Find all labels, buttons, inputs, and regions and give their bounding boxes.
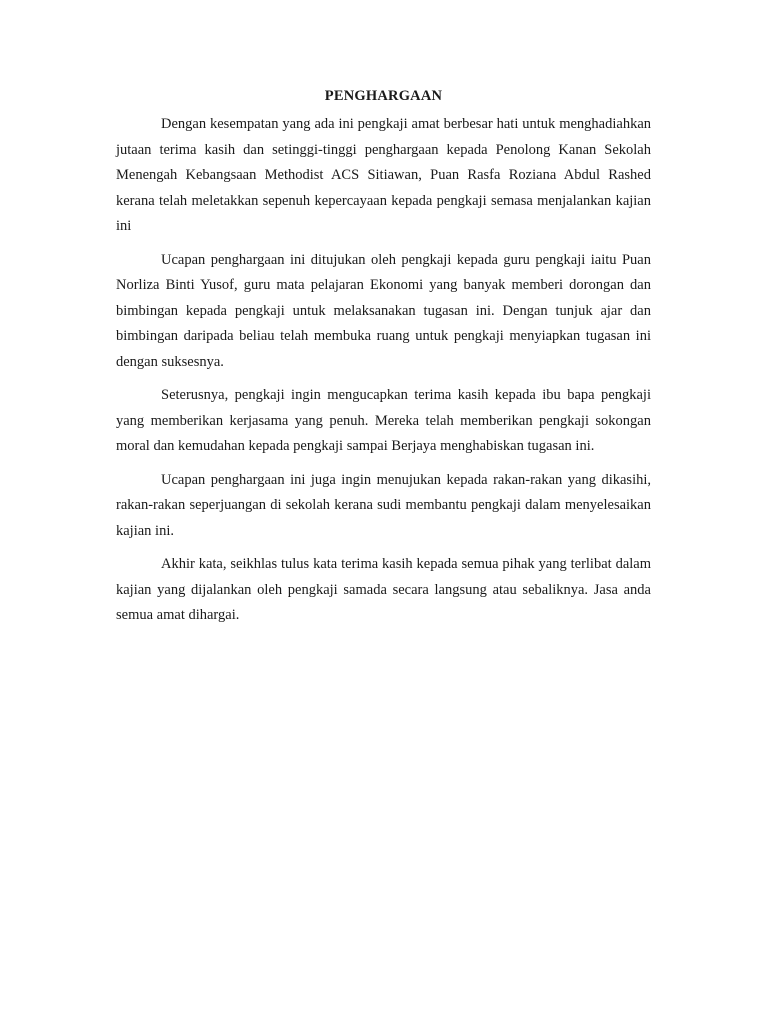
document-page: [116, 86, 651, 637]
paragraph-5: Akhir kata, seikhlas tulus kata terima kasih kepada semua pihak yang terlibat dalam kajian yang dijalankan oleh pengkaji samada secara langsung atau sebaliknya. Jasa anda semua amat dihargai.: [116, 556, 651, 623]
paragraph-2: Ucapan penghargaan ini ditujukan oleh pengkaji kepada guru pengkaji iaitu Puan Norliza Binti Yusof, guru mata pelajaran Ekonomi yang banyak memberi dorongan dan bimbingan kepada pengkaji untuk melaksanakan tugasan ini. Dengan tunjuk ajar dan bimbingan daripada beliau telah membuka ruang untuk pengkaji menyiapkan tugasan ini dengan suksesnya.: [116, 251, 651, 370]
paragraph-3: Seterusnya, pengkaji ingin mengucapkan terima kasih kepada ibu bapa pengkaji yang memberikan kerjasama yang penuh. Mereka telah memberikan pengkaji sokongan moral dan kemudahan kepada pengkaji sampai Berjaya menghabiskan tugasan ini.: [116, 387, 651, 454]
paragraph-1: Dengan kesempatan yang ada ini pengkaji amat berbesar hati untuk menghadiahkan jutaan terima kasih dan setinggi-tinggi penghargaan kepada Penolong Kanan Sekolah Menengah Kebangsaan Methodist ACS Sitiawan, Puan Rasfa Roziana Abdul Rashed kerana telah meletakkan sepenuh kepercayaan kepada pengkaji semasa menjalankan kajian ini: [116, 116, 651, 234]
page-title: PENGHARGAAN: [324, 88, 443, 104]
paragraph-4: Ucapan penghargaan ini juga ingin menujukan kepada rakan-rakan yang dikasihi, rakan-rakan seperjuangan di sekolah kerana sudi membantu pengkaji dalam menyelesaikan kajian ini.: [116, 471, 651, 539]
